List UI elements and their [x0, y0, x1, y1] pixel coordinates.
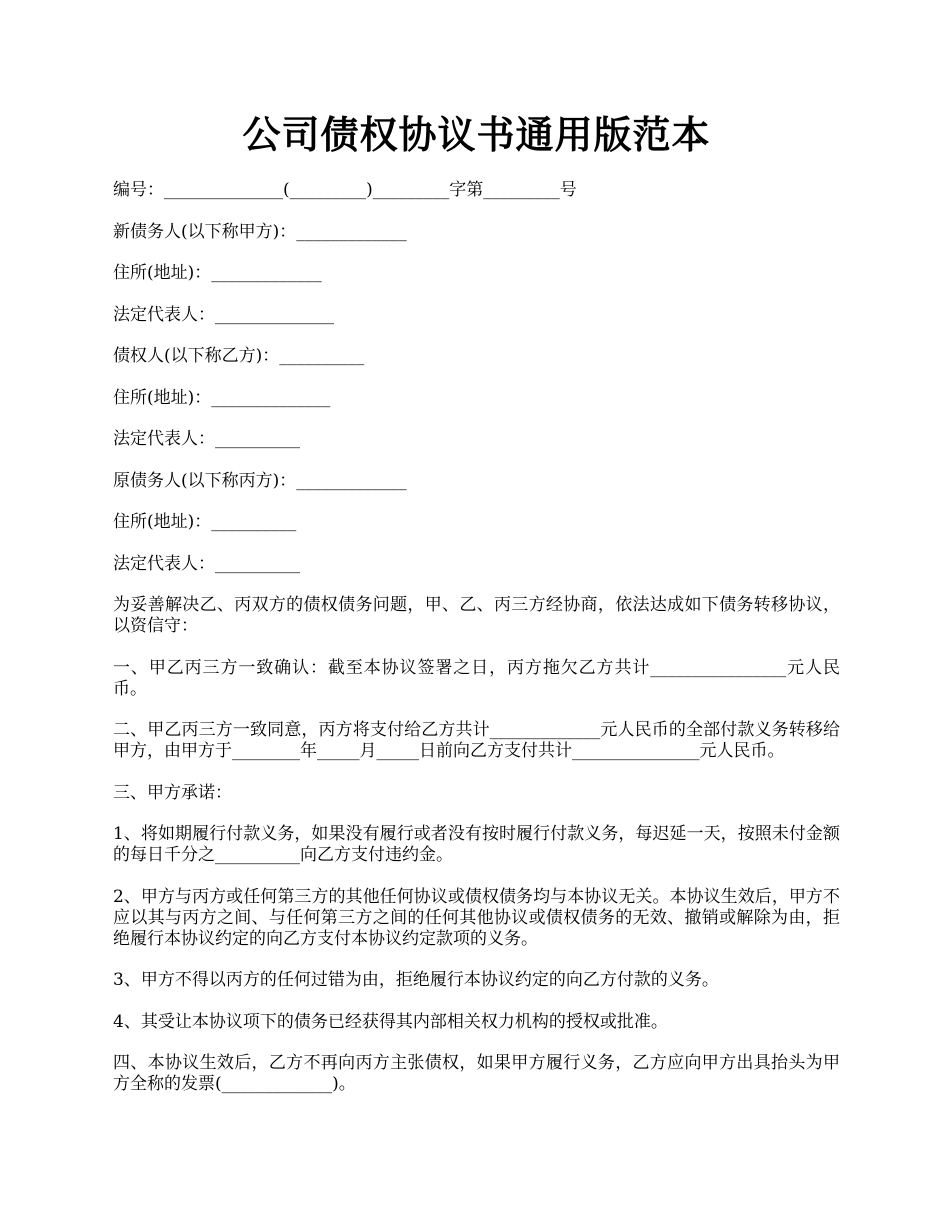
clause-3-item-2: 2、甲方与丙方或任何第三方的其他任何协议或债权债务均与本协议无关。本协议生效后，甲方不应以其与丙方之间、与任何第三方之间的任何其他协议或债权债务的无效、撤销或解除为由，拒绝履行本协议约定的向乙方支付本协议约定款项的义务。 — [113, 886, 840, 949]
party-a-name-line: 新债务人(以下称甲方)：_____________ — [113, 221, 407, 242]
clause-3-item-4: 4、其受让本协议项下的债务已经获得其内部相关权力机构的授权或批准。 — [113, 1011, 668, 1032]
clause-4-paragraph: 四、本协议生效后，乙方不再向丙方主张债权，如果甲方履行义务，乙方应向甲方出具抬头为甲方全称的发票(_____________)。 — [113, 1053, 840, 1094]
clause-3-heading: 三、甲方承诺： — [113, 782, 232, 803]
party-b-name-line: 债权人(以下称乙方)：__________ — [113, 346, 365, 366]
contract-number-line: 编号：______________(_________)_________字第_________号 — [113, 180, 577, 200]
party-b-address-line: 住所(地址)：______________ — [113, 387, 331, 408]
document-title: 公司债权协议书通用版范本 — [242, 112, 711, 157]
party-b-representative-line: 法定代表人：__________ — [113, 429, 300, 449]
clause-3-item-1: 1、将如期履行付款义务，如果没有履行或者没有按时履行付款义务，每迟延一天，按照未付金额的每日千分之__________向乙方支付违约金。 — [113, 824, 840, 865]
clause-1-paragraph: 一、甲乙丙三方一致确认：截至本协议签署之日，丙方拖欠乙方共计________________元人民币。 — [113, 657, 840, 699]
party-a-representative-line: 法定代表人：______________ — [113, 304, 334, 325]
preamble-paragraph: 为妥善解决乙、丙双方的债权债务问题，甲、乙、丙三方经协商，依法达成如下债务转移协议，以资信守： — [113, 595, 840, 636]
party-c-address-line: 住所(地址)：__________ — [113, 512, 297, 532]
party-a-address-line: 住所(地址)：_____________ — [113, 263, 322, 283]
party-c-representative-line: 法定代表人：__________ — [113, 553, 300, 574]
clause-3-item-3: 3、甲方不得以丙方的任何过错为由，拒绝履行本协议约定的向乙方付款的义务。 — [113, 970, 719, 990]
party-c-name-line: 原债务人(以下称丙方)：_____________ — [113, 470, 407, 491]
clause-2-paragraph: 二、甲乙丙三方一致同意，丙方将支付给乙方共计_____________元人民币的全部付款义务转移给甲方，由甲方于________年_____月_____日前向乙方支付共计_______________元人民币。 — [113, 720, 840, 761]
